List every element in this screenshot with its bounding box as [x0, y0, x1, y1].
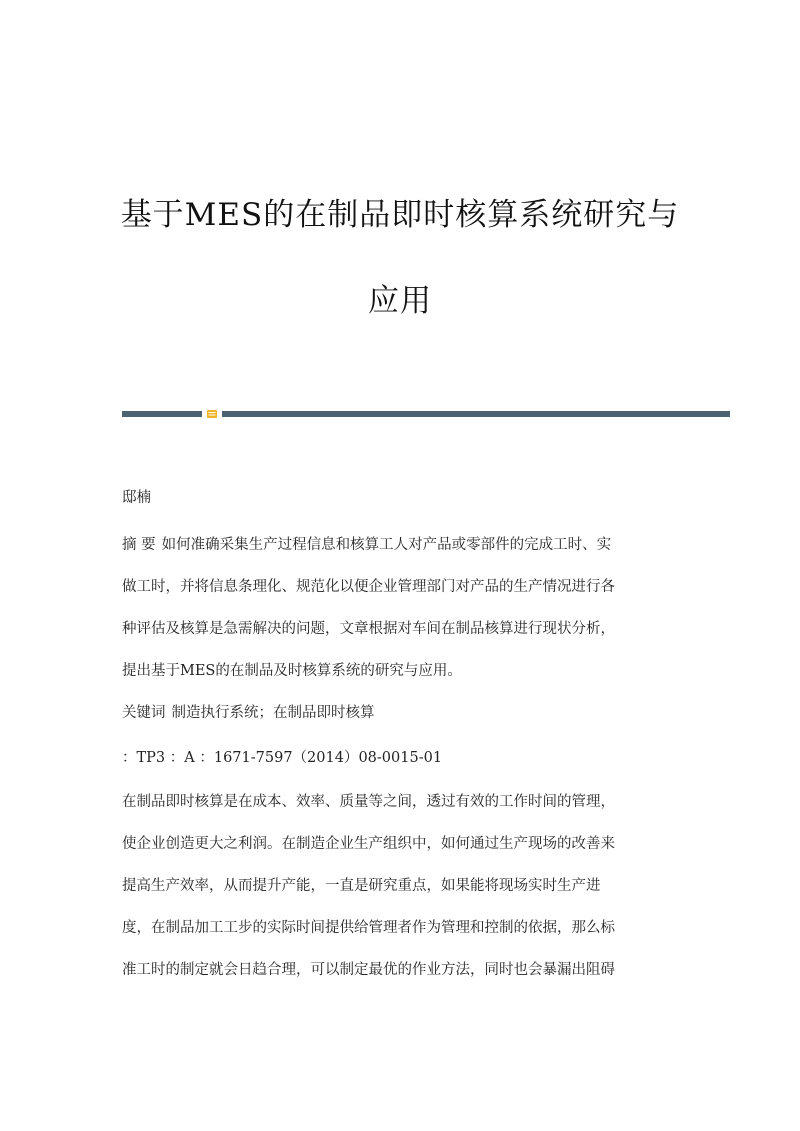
- body-paragraph: [122, 792, 672, 980]
- body-line: 度，在制品加工工步的实际时间提供给管理者作为管理和控制的依据，那么标: [122, 920, 615, 936]
- keywords-label: 关键词: [122, 705, 166, 721]
- body-line: 使企业创造更大之利润。在制造企业生产组织中，如何通过生产现场的改善来: [122, 836, 615, 852]
- abstract-line: 种评估及核算是急需解决的问题，文章根据对车间在制品核算进行现状分析，: [122, 621, 615, 637]
- classification-line: ：TP3 ：A ：1671-7597（2014）08-0015-01: [122, 750, 443, 766]
- abstract-label: 摘 要: [122, 537, 156, 553]
- body-line: 提高生产效率，从而提升产能，一直是研究重点，如果能将现场实时生产进: [122, 878, 601, 894]
- divider-bar-right: [222, 411, 730, 417]
- body-line: 准工时的制定就会日趋合理，可以制定最优的作业方法，同时也会暴漏出阻碍: [122, 962, 615, 978]
- abstract-text: 如何准确采集生产过程信息和核算工人对产品或零部件的完成工时、实: [161, 537, 612, 553]
- paper-content: [122, 488, 672, 1002]
- divider-bar-left: [122, 411, 202, 417]
- author-name: 邸楠: [122, 490, 151, 506]
- abstract-line: [122, 535, 672, 555]
- abstract-line: 做工时，并将信息条理化、规范化以便企业管理部门对产品的生产情况进行各: [122, 579, 615, 595]
- paper-title: [100, 172, 700, 344]
- abstract-section: [122, 535, 672, 681]
- document-icon: [206, 408, 218, 420]
- title-line-1: 基于MES的在制品即时核算系统研究与: [120, 197, 680, 233]
- body-line: 在制品即时核算是在成本、效率、质量等之间，透过有效的工作时间的管理，: [122, 794, 615, 810]
- title-line-2: 应用: [368, 283, 432, 319]
- keywords-section: [122, 703, 672, 723]
- title-divider: [122, 408, 730, 418]
- keywords-text: 制造执行系统；在制品即时核算: [171, 705, 375, 721]
- abstract-line: 提出基于MES的在制品及时核算系统的研究与应用。: [122, 663, 462, 679]
